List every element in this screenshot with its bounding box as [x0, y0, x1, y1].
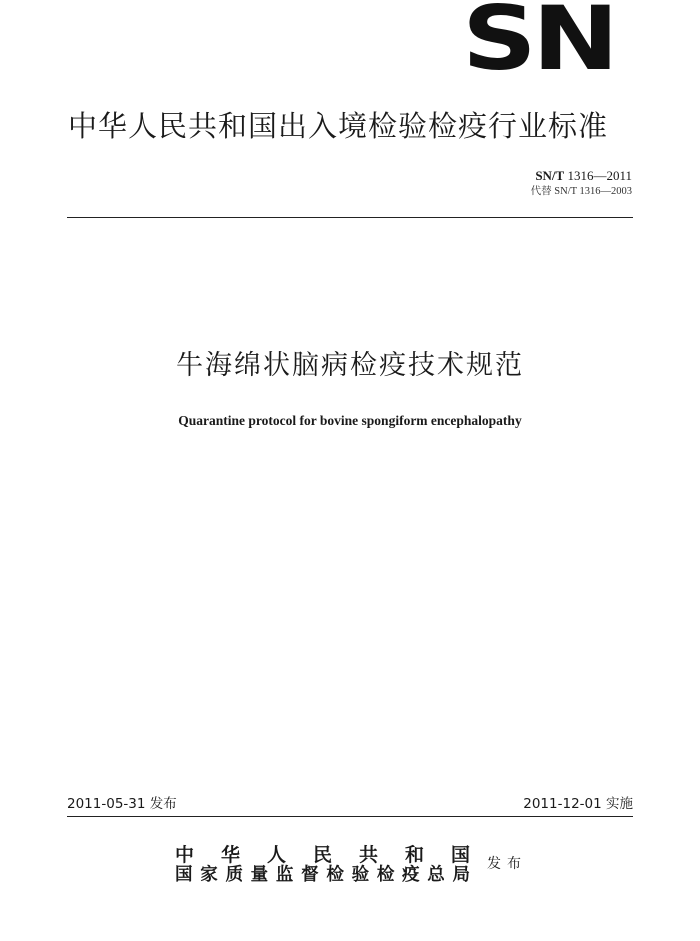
document-title-cn: 牛海绵状脑病检疫技术规范: [176, 350, 524, 381]
sn-logo: SN: [462, 0, 615, 90]
bottom-divider: [67, 816, 633, 817]
issue-label: 发布: [487, 856, 527, 872]
standard-code: [535, 168, 632, 184]
replaces-standard: 代替 SN/T 1316—2003: [530, 186, 632, 197]
standard-number: 1316—2011: [567, 168, 632, 183]
publish-date: 2011-05-31 发布: [67, 796, 177, 812]
issuer-line-1: 中 华 人 民 共 和 国: [175, 844, 470, 866]
document-title-en: Quarantine protocol for bovine spongiform encephalopathy: [178, 413, 522, 428]
organization-title: 中华人民共和国出入境检验检疫行业标准: [68, 109, 609, 143]
issuer-line-2: 国家质量监督检验检疫总局: [175, 865, 470, 885]
effective-date: 2011-12-01 实施: [523, 796, 633, 812]
top-divider: [67, 217, 633, 218]
standard-prefix: SN/T: [535, 168, 565, 183]
